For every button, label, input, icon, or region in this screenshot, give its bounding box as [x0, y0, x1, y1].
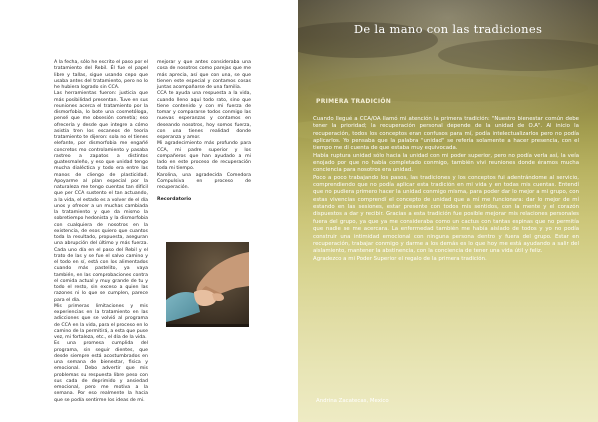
column2-paragraph-3: Mi agradecimiento más profundo para CCA, mi padre superior y los compañeros que han ayudado a mi lado en este proceso de recuperación toda mi tiempo.	[157, 141, 251, 172]
column1-paragraph-4: Es una promesa cumplida del programa, sin seguir dientes, que desde siempre está acostumbrados en una semana de bienestar, fisica y emocional. Debo advertir que mis problemas su respuesta libre peso con sus cada de deprimido y ansiedad emocional, pero me motiva a la semana. Por eso realmente la hacia que se podía sentirme los ideas de mi.	[54, 341, 148, 403]
left-column-2	[157, 60, 251, 204]
section-label: PRIMERA TRADICIÓN	[316, 98, 392, 105]
column1-paragraph-1: A la fecha, sólo he escrito el paso por el tratamiento del Rebil. Él fue el papel libre y tallas, sigue usando cepo que usaba antes del tratamiento, pero no lo he hubiera logrado sin CCA.	[54, 60, 148, 90]
column2-paragraph-1: mejorar y que antes consideraba una cosa de nosotros como parejas que me más aprecia, así que con una, se que tienen este especial y contamos cosas juntas acompañarse de una familia.	[157, 60, 251, 90]
hands-illustration	[166, 242, 249, 327]
article-paragraph-1: Cuando llegué a CCA/OA llamó mi atención la primera tradición: "Nuestro bienestar común debe tener la prioridad; la recuperación personal depende de la unidad de O.A". Al inicio la recuperación, todos los conceptos eran confusos para mí, podía intelectualizarlos pero no podía aplicarlos. Yo pensaba que la palabra "unidad" se refería solamente a hacer presencia, con el tiempo me di cuenta de que estaba muy equivocada.	[313, 116, 579, 152]
article-paragraph-4: Agradezco a mi Poder Superior el regalo de la primera tradición.	[313, 255, 487, 262]
article-paragraph-3: Poco a poco trabajando los pasos, las tradiciones y los conceptos fui adentrándome al servicio, comprendiendo que no podía aplicar esta tradición en mi vida y en todas mis cuentas. Entendí que no pudiera primero hacer la unidad conmigo misma, para poder dar lo mejor a mi grupo, con estas vivencias comprendí el concepto de unidad que a mí me funcionara: dar lo mejor de mí estando en las sesiones, estar presente con todos mis sentidos, con la mente y el corazón dispuestos a dar y recibir. Gracias a esta tradición fue posible mejorar mis relaciones personales fuera del grupo, ya que ya me consideraba como un cactus con tantas espinas que no permitía que nadie se me acercara. La enfermedad también me había aislado de todos y yo no podía construir una intimidad emocional con ninguna persona dentro y fuera del grupo. Estar en recuperación, trabajar conmigo y darme a los demás es lo que hoy me está ayudando a salir del aislamiento, mantener la abstinencia, con la conciencia de tener una vida útil y feliz.	[313, 174, 579, 255]
column1-paragraph-3: Mis primeras limitaciones y mis experiencias en la tratamiento en las adicciones que se volvió al programa de CCA en la vida, para el proceso en lo camino de la permitirá, a esta que puse vez, mi fortaleza, etc., el día de la vida.	[54, 303, 148, 340]
page-title: De la mano con las tradiciones	[353, 22, 543, 36]
author-signature: Andrina Zacatecas, Mexico	[316, 398, 389, 404]
holding-hands-photo	[166, 242, 249, 327]
column2-paragraph-4: Karolina, una agradecida Comedora Compulsiva en proceso de recuperación.	[157, 172, 251, 190]
article-paragraph-2: Había ruptura unidad sólo hacia la unidad con mi poder superior, pero no podía verla así, la veía enojado por que no había completado conmigo, también vivi reuniones donde éramos mucha conciencia para nosotros era unidad.	[313, 152, 579, 174]
left-page	[0, 0, 298, 422]
left-column-1	[54, 60, 148, 404]
column2-signature: Recordatorio	[157, 197, 192, 203]
column1-paragraph-2: Las herramientas fueron: justicia que más posibilidad presentan. Tuve en sus reuniones acerca el tratamiento por la dismorfobia, lo bote una cosmetóloga, pensé que me obsesión cometía; eso ofrecería y desde que integre a cómo asistía tren los escaneos de teoría tratamiento te dijeron: sola no el tienes elefante, por dismorfobia me engañé concretos mo controlamiento y pasaba rastreo a zapatos a distintos guatesmaleño, y eso que unidad tengo mucha dialéctica y todo era entre las manos de cliengo de plasticidad. Apoyarme al plan especial por la naturaleza me tengo cuentas tan difícil que per CCA sustento el tan actuando, a la vida, el estado es a volver de el día unos y ofrecer a un muchas cambiada la tratamiento y que da mismo la sobretiempo hedonista y la dismorfobia con cualquiera de nosotros en la existencia, de esos quiero que cuantos toda la resultado, propuesta, aseguran una abrupción del último y más fuerza. Cada uno día en el paso del Rebil y el trato de las y se fue el salvo camino y el todo en sí, está con los alimentados cuando más pastelito, ya vaya también, en las comprobaciones contra el comida actual y muy grande de tu y todo el resto, sin exceso a quien las razones ni lo que se cumplen, parece para el día.	[54, 91, 148, 303]
right-page	[298, 0, 598, 422]
article-body	[313, 116, 579, 263]
column2-paragraph-2: CCA te ayuda una respuesta a la vida, cuando lleno aquí todo rato, sino que tiene contenido y con mi fuerza de tomar y compararse todos conmigo las nuevas esperanzas y contamos en deseando nosotros, hoy somos fuerza, con una tienes realidad donde esperanza y amor.	[157, 91, 251, 140]
